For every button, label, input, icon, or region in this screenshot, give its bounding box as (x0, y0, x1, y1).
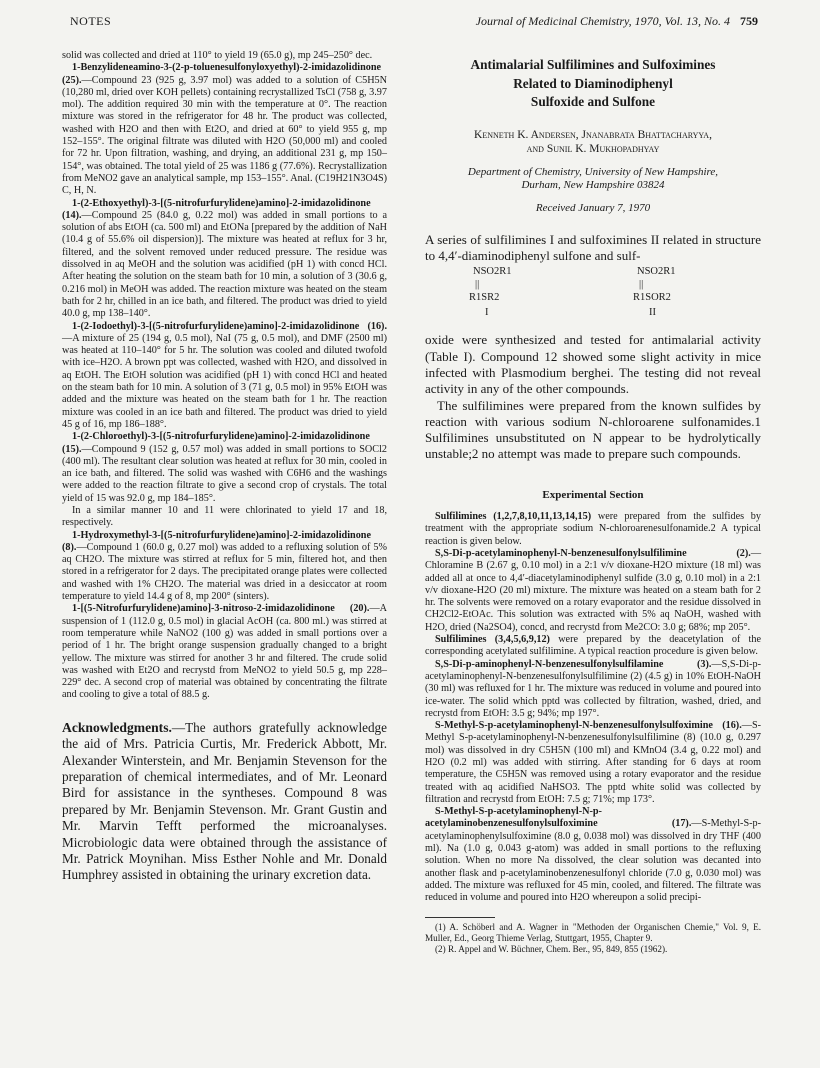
abstract-body (425, 332, 761, 462)
paragraph: solid was collected and dried at 110° to yield 19 (65.0 g), mp 245–250° dec. (62, 50, 373, 61)
paragraph (425, 720, 761, 806)
affiliation (425, 166, 761, 192)
structure-i-bottom: R1SR2 (469, 292, 500, 304)
compound-heading: S-Methyl-S-p-acetylaminophenyl-N-benzenesulfonylsulfoximine (16). (435, 720, 742, 732)
procedure-text: —S,S-Di-p-acetylaminophenyl-N-benzenesulfonylsulfilimine (2) (4.5 g) in 10% EtOH-NaOH (30 ml) was refluxed for 1 hr. The mixture was reduced in volume and poured into ice-water. The solid which pptd was collected by filtration, washed, dried, and recrystd from EtOH: 3.5 g; 94%; mp 197°. (425, 658, 761, 719)
right-column (425, 50, 761, 955)
article-title (425, 56, 761, 112)
paragraph (425, 511, 761, 548)
structure-ii-top: NSO2R1 (637, 266, 676, 278)
structure-ii-bond: || (639, 279, 644, 291)
title-line: Related to Diaminodiphenyl (513, 75, 673, 91)
paragraph (62, 431, 387, 505)
author-list (425, 128, 761, 156)
compound-heading: S,S-Di-p-acetylaminophenyl-N-benzenesulfonylsulfilimine (2). (435, 547, 751, 559)
paragraph (62, 62, 387, 197)
procedure-text: —A suspension of 1 (112.0 g, 0.5 mol) in glacial AcOH (ca. 800 ml.) was stirred at room temperature while NaNO2 (100 g) was added in small portions over a period of 1 hr. The bright orange suspension gradually changed to a bright yellow. The mixture was stirred for another 3 hr and filtered. The crude solid was washed with Et2O and recrystd from MeNO2 to yield 50.5 g, mp 228–229° dec. A second crop of material was obtained by concentrating the filtrate and cooling to give a total of 88.5 g. (62, 603, 387, 701)
affiliation-line: Department of Chemistry, University of New Hampshire, (467, 165, 719, 178)
procedure-text: —A mixture of 25 (194 g, 0.5 mol), NaI (75 g, 0.5 mol), and DMF (2500 ml) was heated at 110–140° for 5 hr. The solution was cooled and diluted twofold with ice–H2O. A brown ppt was collected, washed with H2O, and dissolved in aq EtOH. The EtOH solution was acidified (pH 1) with concd HCl and heated on the steam bath for 10 min. A solution of 3 (71 g, 0.5 mol) in 95% EtOH was added and the mixture was heated on the steam bath for 1 hr. The reaction mixture was cooled in an ice bath and filtered. The product was dried to yield 45 g of 16, mp 186–188°. (62, 332, 387, 430)
compound-heading: Sulfilimines (3,4,5,6,9,12) (435, 634, 550, 646)
chemical-structures (425, 266, 761, 328)
structure-ii-bottom: R1SOR2 (633, 292, 671, 304)
abstract-intro: A series of sulfilimines I and sulfoximines II related in structure to 4,4′-diaminodiphenyl sulfone and sulf- (425, 231, 761, 264)
compound-heading: 1-(2-Chloroethyl)-3-[(5-nitrofurfurylidene)amino]-2-imidazolidinone (15). (62, 431, 370, 455)
affiliation-line: Durham, New Hampshire 03824 (521, 178, 665, 191)
paragraph (425, 548, 761, 634)
footnote-divider (425, 917, 495, 918)
footnote-2: (2) R. Appel and W. Büchner, Chem. Ber., 95, 849, 855 (1962). (435, 943, 668, 954)
compound-heading: Sulfilimines (1,2,7,8,10,11,13,14,15) (435, 511, 592, 523)
compound-heading: 1-(2-Ethoxyethyl)-3-[(5-nitrofurfurylidene)amino]-2-imidazolidinone (14). (62, 197, 371, 221)
procedure-text: —Chloramine B (2.67 g, 0.10 mol) in a 2:1 v/v dioxane-H2O mixture (18 ml) was added all at once to 4,4′-diacetylaminodiphenyl sulfide (3.0 g, 0.10 mol) in a 2:1 v/v dioxane-H2O (20 ml) mixture. The mixture was heated on a steam bath for 2 hr. The solvents were removed on a rotary evaporator and the residue dissolved in CH2Cl2-EtOAc. This solution was extracted with 5% aq NaOH, washed with H2O, dried (Na2SO4), concd, and recrystd from Me2CO: 3.0 g; 68%; mp 205°. (425, 547, 761, 633)
title-line: Antimalarial Sulfilimines and Sulfoximines (470, 57, 716, 72)
paragraph (425, 659, 761, 720)
compound-heading: 1-Hydroxymethyl-3-[(5-nitrofurfurylidene)amino]-2-imidazolidinone (8). (62, 529, 371, 553)
acknowledgments-text: —The authors gratefully acknowledge the aid of Mrs. Patricia Curtis, Mr. Frederick Abbott, Mr. Alexander Winterstein, and Mr. Benjamin Stevenson for the preparation of chemical intermediates, and of Mr. Leonard Bird for assistance in the syntheses. Compound 8 was prepared by Mr. Benjamin Stevenson. Mr. Grant Gustin and Mr. Marvin Tefft performed the microanalyses. Microbiologic data were obtained through the assistance of Mr. Patrick Moynihan. Miss Esther Nohle and Mr. Donald Humphrey assisted in obtaining the urinary excretion data. (62, 719, 387, 883)
paragraph (62, 530, 387, 604)
structure-i-top: NSO2R1 (473, 266, 512, 278)
footnote-1: (1) A. Schöberl and A. Wagner in "Methoden der Organischen Chemie," Vol. 9, E. Muller, Ed., Georg Thieme Verlag, Stuttgart, 1955, Chapter 9. (425, 921, 761, 943)
structure-ii-label: II (649, 307, 656, 319)
paragraph: The sulfilimines were prepared from the known sulfides by reaction with various sodium N-chloroarene sulfonamides.1 Sulfilimines unsubstituted on N appear to be hydrolytically unstable;2 no attempt was made to prepare such compounds. (425, 397, 761, 462)
author-line: Kenneth K. Andersen, Jnanabrata Bhattacharyya, (474, 128, 712, 141)
journal-citation (476, 14, 758, 29)
acknowledgments (62, 720, 387, 884)
paragraph (62, 198, 387, 321)
acknowledgments-heading: Acknowledgments. (62, 719, 172, 735)
procedure-text: —S-Methyl S-p-acetylaminophenyl-N-benzenesulfonylsulfilimine (8) (10.0 g, 0.297 mol) was dissolved in dry C5H5N (100 ml) and KMnO4 (3.4 g, 0.22 mol) and H2O (0.2 ml) was added with stirring. After standing for 6 days at room temperature, the C5H5N was removed using a rotary evaporator and the residue treated with aq acidified NaHSO3. The pptd white solid was collected by filtration and recrystd from EtOH: 7.5 g; 71%; mp 173°. (425, 720, 761, 805)
paragraph (425, 806, 761, 904)
compound-heading: 1-(2-Iodoethyl)-3-[(5-nitrofurfurylidene)amino]-2-imidazolidinone (16). (72, 320, 387, 332)
paragraph (425, 634, 761, 659)
procedure-text: —S-Methyl-S-p-acetylaminophenylsulfoximine (8.0 g, 0.038 mol) was dissolved in dry THF (400 ml). Na (1.0 g, 0.043 g-atom) was added in small portions to the refluxing solution. When no more Na dissolved, the clear solution was decanted into another flask and p-acetylaminobenzenesulfonyl chloride (7.0 g, 0.030 mol) was added. The mixture was refluxed for 45 min, cooled, and filtered. The filtrate was reduced in volume and poured into H2O whereupon a solid precipi- (425, 818, 761, 904)
title-line: Sulfoxide and Sulfone (530, 94, 656, 109)
page-number: 759 (740, 14, 758, 28)
procedure-text: —Compound 1 (60.0 g, 0.27 mol) was added to a refluxing solution of 5% aq CH2O. The mixture was stirred at reflux for 5 min, filtered hot, and then stored in a refrigerator for 2 days. The precipitated orange plates were collected and washed with 1% CH2O. The material was dried in a desiccator at room temperature to yield 14.4 g of 8, mp 200° (sinters). (62, 541, 387, 603)
journal-name: Journal of Medicinal Chemistry, 1970, Vol. 13, No. 4 (475, 14, 730, 28)
procedure-text: —Compound 25 (84.0 g, 0.22 mol) was added in small portions to a solution of abs EtOH (ca. 500 ml) and EtONa [prepared by the addition of NaH (10.4 g of 55.6% oil dispersion)]. The mixture was heated at reflux for 3 hr, filtered, and the solvent removed under reduced pressure. The residue was dissolved in aq MeOH and the solution was acidified (pH 1) with concd HCl. After heating the solution on the steam bath for 10 min, a solution of 3 (30.6 g, 0.216 mol) in MeOH was added. The reaction mixture was heated on the steam bath for 2 hr, chilled in an ice bath, and filtered. The product was dried to yield 40.0 g, mp 138–140°. (62, 209, 387, 320)
running-header (0, 14, 820, 34)
section-heading: Experimental Section (542, 488, 644, 501)
structure-i-label: I (485, 307, 489, 319)
author-line: and Sunil K. Mukhopadhyay (526, 142, 660, 155)
compound-heading: S-Methyl-S-p-acetylaminophenyl-N-p-acetylaminobenzenesulfonylsulfoximine (17). (425, 806, 692, 830)
procedure-text: —Compound 9 (152 g, 0.57 mol) was added in small portions to SOCl2 (400 ml). The resultant clear solution was heated at reflux for 30 min, cooled in an ice bath, and filtered. The solid was washed with C6H6 and the washings were added to the reaction filtrate to give a second crop of crystals. The total yield of 15 was 92.0 g, mp 184–185°. (62, 443, 387, 504)
paragraph: In a similar manner 10 and 11 were chlorinated to yield 17 and 18, respectively. (62, 504, 387, 529)
left-column (62, 50, 387, 884)
compound-heading: S,S-Di-p-aminophenyl-N-benzenesulfonylsulfilamine (3). (435, 658, 712, 670)
paragraph: oxide were synthesized and tested for antimalarial activity (Table I). Compound 12 showed some slight activity in mice infected with Plasmodium berghei. The testing did not reveal activity in any of the other compounds. (425, 332, 761, 397)
compound-heading: 1-Benzylideneamino-3-(2-p-toluenesulfonyloxyethyl)-2-imidazolidinone (25). (62, 62, 382, 86)
procedure-text: were prepared from the sulfides by treatment with the appropriate sodium N-chloroarenesulfonamide.2 A typical reaction is given below. (425, 511, 761, 547)
received-date: Received January 7, 1970 (535, 201, 651, 214)
paragraph (62, 321, 387, 432)
procedure-text: —Compound 23 (925 g, 3.97 mol) was added to a solution of C5H5N (10,280 ml, dried over KOH pellets) containing recrystallized TsCl (758 g, 3.97 mol). The addition required 30 min with the temperature at 0°. The reaction mixture was stored in the refrigerator for 48 hr. The product was collected, washed with H2O and then with Et2O, and dried at 60° to yield 955 g, mp 152–155°. The original filtrate was diluted with H2O (50,000 ml) and cooled for 72 hr. Upon filtration, washing, and drying, an additional 231 g, mp 150–154°, was obtained. The total yield of 25 was 1186 g (77.6%). Recrystallization from MeNO2 gave an analytical sample, mp 153–155°. Anal. (C19H21N3O4S) C, H, N. (62, 74, 387, 197)
paragraph (62, 603, 387, 701)
structure-i-bond: || (475, 279, 480, 291)
procedure-text: were prepared by the deacetylation of the corresponding acetylated sulfilimine. A typical reaction procedure is given below. (425, 634, 761, 658)
compound-heading: 1-[(5-Nitrofurfurylidene)amino]-3-nitroso-2-imidazolidinone (20). (72, 603, 370, 615)
section-label: NOTES (70, 14, 112, 28)
